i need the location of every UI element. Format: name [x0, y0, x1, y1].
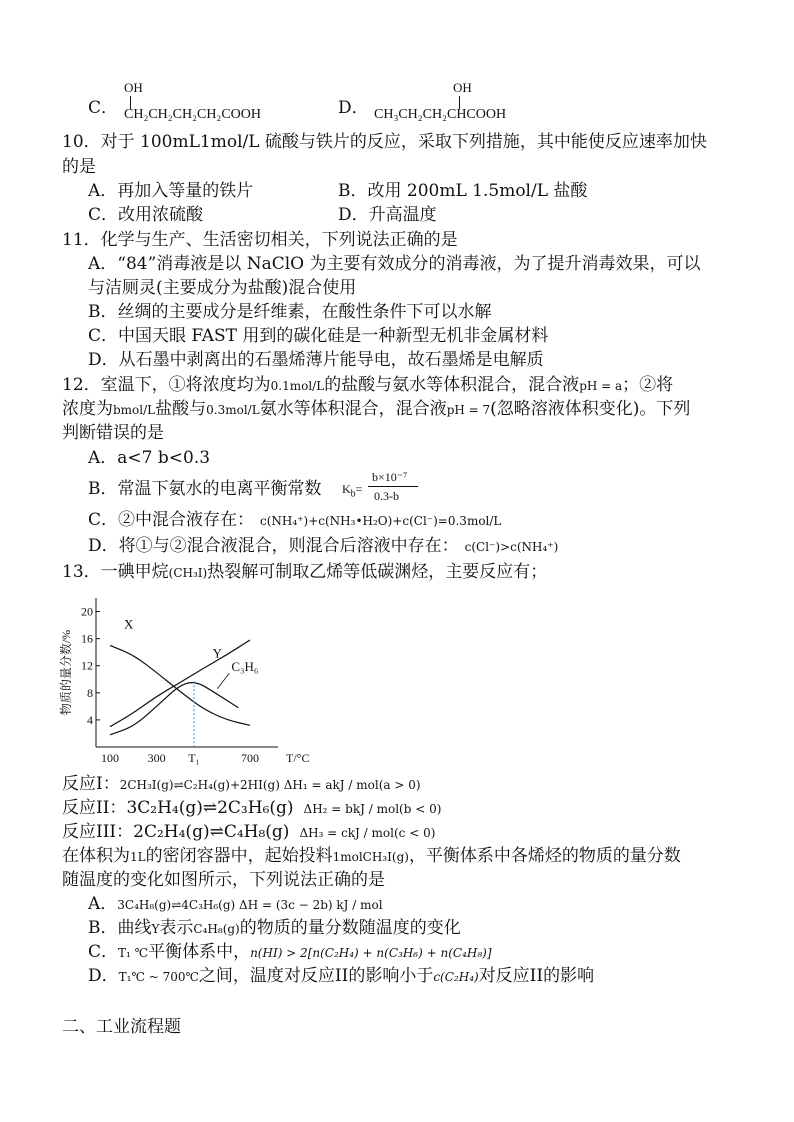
q9-option-c-label: C． — [88, 98, 119, 118]
x-tick-label: 100 — [101, 751, 119, 765]
q13-stem-line1: 13．一碘甲烷(CH₃I)热裂解可制取乙烯等低碳渊烃，主要反应有； — [62, 562, 548, 582]
q12-stem-line1: 12．室温下，①将浓度均为0.1mol/L的盐酸与氨水等体积混合，混合液pH = a；②将 — [62, 375, 674, 395]
q13-reaction-2: 反应II：3C₂H₄(g)⇌2C₃H₆(g) ΔH₂ = bkJ / mol(b < 0) — [62, 798, 442, 818]
exam-page: C． OH CH₂CH₂CH₂CH₂COOH D． OH CH₃CH₂CH₂CHCOOH 10．对于 100mL1mol/L 硫酸与铁片的反应，采取下列措施，其中能使反应速率加快 的是 A．再加入等量的铁片 B．改用 200mL 1.5mol/L 盐酸 C．改用浓硫酸 D．升高温度 11．化学与生产、生活密切相关，下列说法正确的是 A．“84”消毒液是以 NaClO 为主要有效成分的消毒液，为了提升消毒效果，可以 与洁厕灵(主要成分为盐酸)混合使用 B．丝绸的主要成分是纤维素，在酸性条件下可以水解 C．中国天眼 FAST 用到的碳化硅是一种新型无机非金属材料 D．从石墨中剥离出的石墨烯薄片能导电，故石墨烯是电解质 12．室温下，①将浓度均为0.1mol/L的盐酸与氨水等体积混合，混合液pH = a；②将 浓度为bmol/L盐酸与0.3mol/L氨水等体积混合，混合液pH = 7(忽略溶液体积变化)。下列 判断错误的是 A．a<7 b<0.3 B．常温下氨水的电离平衡常数 $K_b=$ b×10⁻⁷ 0.3-b C．②中混合液存在： c(NH₄⁺)+c(NH₃•H₂O)+c(Cl⁻)=0.3mol/L D．将①与②混合液混合，则混合后溶液中存在： c(Cl⁻)>c(NH₄⁺) 13．一碘甲烷(CH₃I)热裂解可制取乙烯等低碳渊烃，主要反应有； 20 16 12 8 4 100 300 T₁ 700 T/°C 物质的量分数/% X Y C₃H₆ 反应I：2CH₃I(g)⇌C₂H₄(g)+2HI(g) ΔH₁ = akJ / mol(a > 0) 反应II：3C₂H₄(g)⇌2C₃H₆(g) ΔH₂ = bkJ / mol(b < 0) 反应III：2C₂H₄(g)⇌C₄H₈(g) ΔH₃ = ckJ / mol(c < 0) 在体积为1L的密闭容器中，起始投料1molCH₃I(g)，平衡体系中各烯烃的物质的量分数 随温度的变化如图所示，下列说法正确的是 A．3C₄H₈(g)⇌4C₃H₆(g) ΔH = (3c − 2b) kJ / mol B．曲线Y表示C₄H₈(g)的物质的量分数随温度的变化 C．T₁ ℃平衡体系中，n(HI) > 2[n(C₂H₄) + n(C₃H₆) + n(C₄H₈)] D．T₁℃ ~ 700℃之间，温度对反应II的影响小于c(C₂H₄)对反应II的影响 二、工业流程题 — [59, 80, 707, 1037]
q10-option-d: D．升高温度 — [338, 205, 437, 225]
q11-option-d: D．从石墨中剥离出的石墨烯薄片能导电，故石墨烯是电解质 — [88, 350, 544, 370]
q10-stem-line1: 10．对于 100mL1mol/L 硫酸与铁片的反应，采取下列措施，其中能使反应速率加快 — [62, 132, 707, 152]
series-label-1: Y — [212, 645, 223, 661]
q13-option-d: D．T₁℃ ~ 700℃之间，温度对反应II的影响小于c(C₂H₄)对反应II的影响 — [88, 966, 595, 986]
q9-option-c-structure — [124, 80, 324, 124]
q13-stem-line3: 随温度的变化如图所示，下列说法正确的是 — [62, 870, 385, 890]
y-tick-label: 16 — [81, 631, 93, 646]
series-line-1 — [110, 640, 250, 727]
q12-option-c: C．②中混合液存在： c(NH₄⁺)+c(NH₃•H₂O)+c(Cl⁻)=0.3mol/L — [88, 510, 502, 530]
q13-reaction-3: 反应III：2C₂H₄(g)⇌C₄H₈(g) ΔH₃ = ckJ / mol(c < 0) — [62, 822, 436, 842]
q11-stem: 11．化学与生产、生活密切相关，下列说法正确的是 — [62, 230, 458, 250]
q12-stem-line3: 判断错误的是 — [62, 423, 164, 443]
fraction-denominator: 0.3-b — [374, 489, 399, 503]
chart-series — [110, 640, 250, 747]
series-line-2 — [110, 683, 238, 735]
fraction-bar — [368, 486, 418, 487]
y-tick-label: 20 — [81, 604, 93, 619]
q9-option-d-label: D． — [338, 98, 369, 118]
q11-option-c: C．中国天眼 FAST 用到的碳化硅是一种新型无机非金属材料 — [88, 326, 549, 346]
y-tick-label: 8 — [87, 685, 93, 700]
q13-stem-line2: 在体积为1L的密闭容器中，起始投料1molCH₃I(g)，平衡体系中各烯烃的物质的量分数 — [62, 846, 681, 866]
x-tick-label: T₁ — [188, 751, 200, 765]
hydroxyl-label: OH — [124, 80, 143, 95]
q10-option-b: B．改用 200mL 1.5mol/L 盐酸 — [338, 181, 588, 201]
q13-option-a: A．3C₄H₈(g)⇌4C₃H₆(g) ΔH = (3c − 2b) kJ / mol — [88, 894, 383, 914]
y-axis-title: 物质的量分数/% — [59, 629, 73, 716]
x-tick-label: 300 — [147, 751, 166, 765]
series-label-0: X — [124, 616, 134, 632]
y-tick-label: 12 — [81, 658, 93, 673]
q11-option-a-line1: A．“84”消毒液是以 NaClO 为主要有效成分的消毒液，为了提升消毒效果，可以 — [88, 254, 701, 274]
series-line-0 — [110, 645, 250, 725]
fraction-numerator: b×10⁻⁷ — [372, 470, 408, 484]
q10-stem-line2: 的是 — [62, 157, 96, 177]
carbon-chain: CH₂CH₂CH₂CH₂COOH — [124, 107, 261, 122]
q13-option-c: C．T₁ ℃平衡体系中，n(HI) > 2[n(C₂H₄) + n(C₃H₆) + n(C₄H₈)] — [88, 942, 492, 962]
x-tick-label: 700 — [241, 751, 259, 765]
q11-option-a-line2: 与洁厕灵(主要成分为盐酸)混合使用 — [88, 278, 357, 298]
q11-option-b: B．丝绸的主要成分是纤维素，在酸性条件下可以水解 — [88, 302, 492, 322]
y-tick-label: 4 — [87, 712, 93, 727]
x-axis-title: T/°C — [286, 751, 310, 765]
q12-stem-line2: 浓度为bmol/L盐酸与0.3mol/L氨水等体积混合，混合液pH = 7(忽略溶液体积变化)。下列 — [62, 399, 691, 419]
series-leader-2 — [217, 673, 229, 689]
q10-option-c: C．改用浓硫酸 — [88, 205, 204, 225]
q12-option-b: B．常温下氨水的电离平衡常数 — [88, 479, 322, 499]
q10-option-a: A．再加入等量的铁片 — [88, 181, 254, 201]
q13-reaction-1: 反应I：2CH₃I(g)⇌C₂H₄(g)+2HI(g) ΔH₁ = akJ / mol(a > 0) — [62, 774, 421, 794]
mole-fraction-chart — [59, 592, 310, 772]
section-heading: 二、工业流程题 — [62, 1017, 181, 1037]
q13-option-b: B．曲线Y表示C₄H₈(g)的物质的量分数随温度的变化 — [88, 918, 461, 938]
q12-option-a: A．a<7 b<0.3 — [88, 448, 211, 468]
q12-option-d: D．将①与②混合液混合，则混合后溶液中存在： c(Cl⁻)>c(NH₄⁺) — [88, 536, 559, 556]
hydroxyl-label: OH — [453, 80, 472, 95]
chart-ticks — [81, 605, 259, 765]
q9-option-d-structure — [374, 80, 574, 124]
series-label-2: C₃H₆ — [231, 659, 259, 675]
carbon-chain: CH₃CH₂CH₂CHCOOH — [374, 107, 507, 122]
